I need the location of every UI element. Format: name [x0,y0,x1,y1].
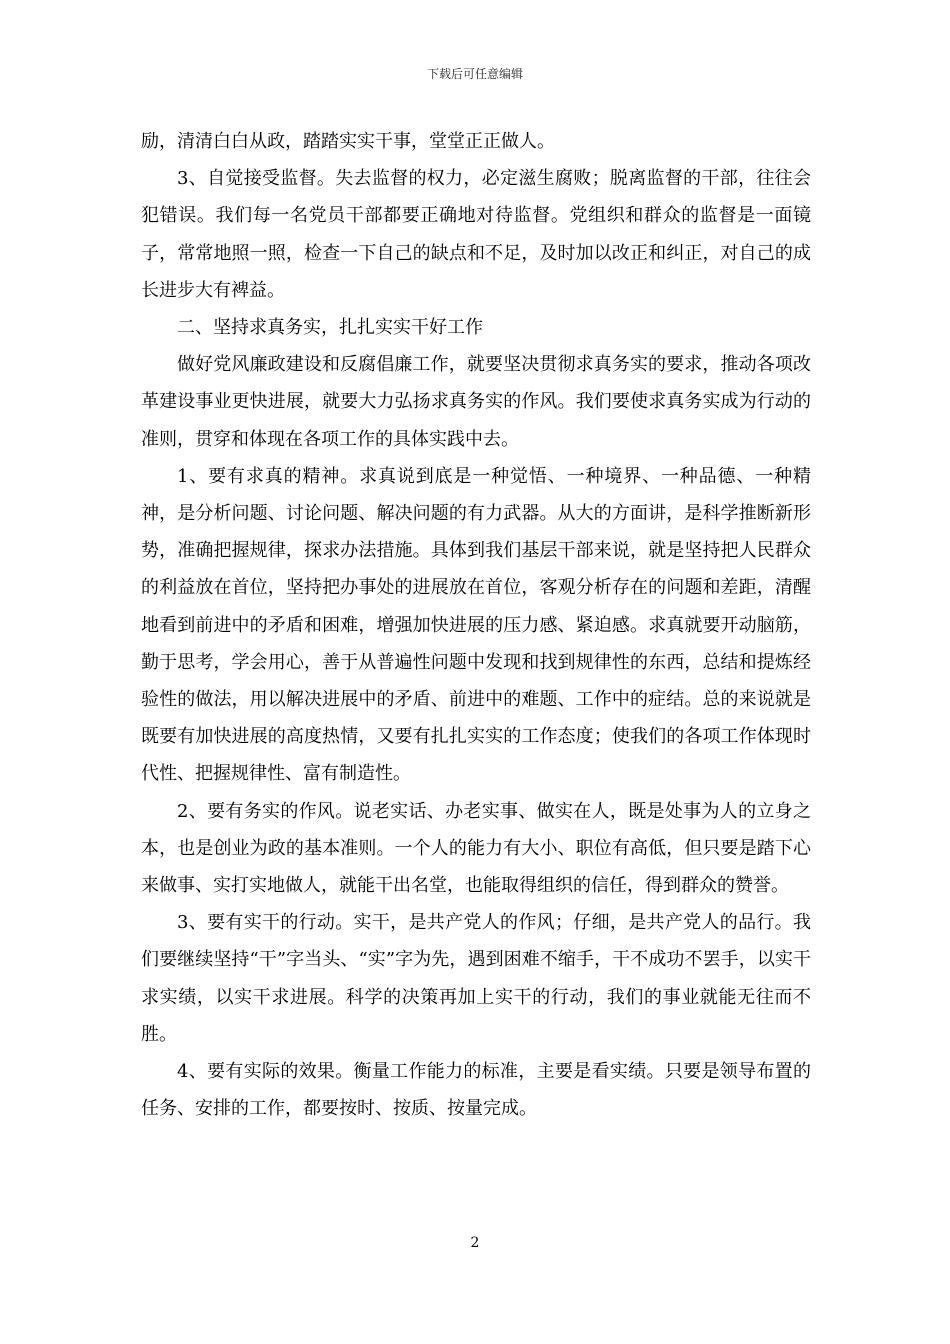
page-number: 2 [470,1235,480,1251]
paragraph-5: 1、要有求真的精神。求真说到底是一种觉悟、一种境界、一种品德、一种精神，是分析问题、讨论问题、解决问题的有力武器。从大的方面讲，是科学推断新形势，准确把握规律，探求办法措施。具体到我们基层干部来说，就是坚持把人民群众的利益放在首位，坚持把办事处的进展放在首位，客观分析存在的问题和差距，清醒地看到前进中的矛盾和困难，增强加快进展的压力感、紧迫感。求真就要开动脑筋，勤于思考，学会用心，善于从普遍性问题中发现和找到规律性的东西，总结和提炼经验性的做法，用以解决进展中的矛盾、前进中的难题、工作中的症结。总的来说就是既要有加快进展的高度热情，又要有扎扎实实的工作态度；使我们的各项工作体现时代性、把握规律性、富有制造性。 [141,465,811,785]
paragraph-6: 2、要有务实的作风。说老实话、办老实事、做实在人，既是处事为人的立身之本，也是创业为政的基本准则。一个人的能力有大小、职位有高低，但只要是踏下心来做事、实打实地做人，就能干出名堂，也能取得组织的信任，得到群众的赞誉。 [141,800,811,897]
section-heading: 二、坚持求真务实，扎扎实实干好工作 [177,317,483,339]
paragraph-2: 3、自觉接受监督。失去监督的权力，必定滋生腐败；脱离监督的干部，往往会犯错误。我们每一名党员干部都要正确地对待监督。党组织和群众的监督是一面镜子，常常地照一照，检查一下自己的缺点和不足，及时加以改正和纠正，对自己的成长进步大有裨益。 [141,168,811,301]
paragraph-4: 做好党风廉政建设和反腐倡廉工作，就要坚决贯彻求真务实的要求，推动各项改革建设事业更快进展，就要大力弘扬求真务实的作风。我们要使求真务实成为行动的准则，贯穿和体现在各项工作的具体实践中去。 [141,354,811,450]
paragraph-8: 4、要有实际的效果。衡量工作能力的标准，主要是看实绩。只要是领导布置的任务、安排的工作，都要按时、按质、按量完成。 [141,1061,811,1120]
paragraph-7: 3、要有实干的行动。实干，是共产党人的作风；仔细，是共产党人的品行。我们要继续坚持“干”字当头、“实”字为先，遇到困难不缩手，干不成功不罢手，以实干求实绩，以实干求进展。科学的决策再加上实干的行动，我们的事业就能无往而不胜。 [141,912,811,1045]
paragraph-1: 励，清清白白从政，踏踏实实干事，堂堂正正做人。 [141,131,555,152]
document-body [141,123,811,1127]
page-header: 下载后可任意编辑 [426,67,523,81]
